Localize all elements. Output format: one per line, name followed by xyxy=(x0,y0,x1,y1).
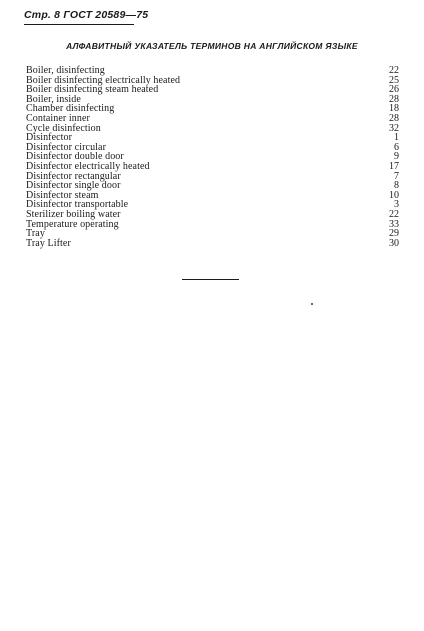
index-term: Container inner xyxy=(26,112,90,124)
index-term: Tray Lifter xyxy=(26,237,71,249)
index-page-number: 9 xyxy=(394,151,399,163)
index-row xyxy=(26,85,399,95)
index-term: Disinfector transportable xyxy=(26,199,129,211)
page-title: АЛФАВИТНЫЙ УКАЗАТЕЛЬ ТЕРМИНОВ НА АНГЛИЙСКОМ ЯЗЫКЕ xyxy=(66,41,358,51)
index-term: Tray xyxy=(26,228,45,240)
index-term: Temperature operating xyxy=(26,218,119,230)
index-page-number: 8 xyxy=(394,180,399,192)
index-term: Disinfector electrically heated xyxy=(26,160,150,172)
index-row xyxy=(26,220,399,230)
index-term: Disinfector double door xyxy=(26,151,124,163)
header-underline xyxy=(24,24,134,25)
index-term: Disinfector xyxy=(26,132,73,144)
term-index xyxy=(26,66,399,248)
index-page-number: 30 xyxy=(389,237,399,249)
index-page-number: 33 xyxy=(389,218,399,230)
index-term: Sterilizer boiling water xyxy=(26,208,121,220)
print-speck xyxy=(311,303,313,305)
index-term: Boiler, inside xyxy=(26,93,81,105)
index-page-number: 18 xyxy=(389,103,399,115)
index-page-number: 3 xyxy=(394,199,399,211)
index-row xyxy=(26,124,399,134)
index-term: Cycle disinfection xyxy=(26,122,101,134)
index-term: Disinfector circular xyxy=(26,141,107,153)
index-page-number: 22 xyxy=(389,208,399,220)
index-term: Chamber disinfecting xyxy=(26,103,115,115)
index-term: Disinfector single door xyxy=(26,180,121,192)
index-page-number: 26 xyxy=(389,84,399,96)
index-row xyxy=(26,239,399,249)
index-page-number: 6 xyxy=(394,141,399,153)
index-page-number: 29 xyxy=(389,228,399,240)
index-page-number: 28 xyxy=(389,112,399,124)
index-page-number: 32 xyxy=(389,122,399,134)
index-term: Disinfector rectangular xyxy=(26,170,121,182)
page-header: Стр. 8 ГОСТ 20589—75 xyxy=(24,9,149,21)
index-term: Boiler disinfecting electrically heated xyxy=(26,74,181,86)
end-rule xyxy=(182,279,239,280)
index-page-number: 25 xyxy=(389,74,399,86)
index-page-number: 28 xyxy=(389,93,399,105)
index-row xyxy=(26,229,399,239)
index-term: Disinfector steam xyxy=(26,189,99,201)
index-page-number: 17 xyxy=(389,160,399,172)
index-page-number: 10 xyxy=(389,189,399,201)
index-term: Boiler, disinfecting xyxy=(26,65,105,76)
index-page-number: 7 xyxy=(394,170,399,182)
index-term: Boiler disinfecting steam heated xyxy=(26,84,159,96)
index-page-number: 1 xyxy=(394,132,399,144)
index-page-number: 22 xyxy=(389,65,399,76)
